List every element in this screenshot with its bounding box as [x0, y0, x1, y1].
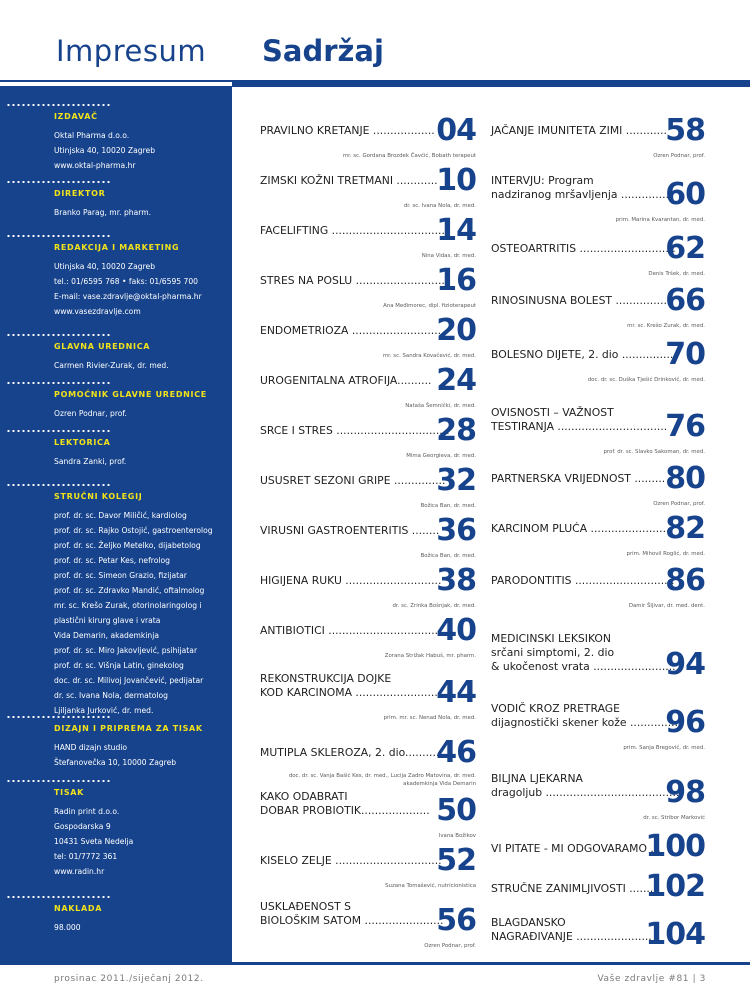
toc-page-number: 86	[665, 563, 705, 598]
toc-title: KAKO ODABRATI DOBAR PROBIOTIK....................	[260, 790, 430, 817]
toc-author: doc. dr. sc. Vanja Bašić Kes, dr. med., Lucija Zadro Matovina, dr. med. akademkinja Vida Demarin	[288, 773, 476, 787]
sadrzaj-header-rule	[232, 80, 750, 87]
toc-page-number: 28	[436, 413, 476, 448]
impresum-heading: STRUČNI KOLEGIJ	[54, 492, 143, 501]
impresum-line: www.oktal-pharma.hr	[54, 161, 136, 170]
toc-author: prof. dr. sc. Slavko Sakoman, dr. med.	[603, 449, 705, 455]
toc-entry[interactable]	[260, 163, 476, 210]
toc-title: OVISNOSTI – VAŽNOST TESTIRANJA ................................	[491, 406, 668, 433]
impresum-column	[0, 0, 232, 962]
footer-rule	[0, 962, 750, 965]
toc-title: VI PITATE - MI ODGOVARAMO ...	[491, 842, 661, 855]
toc-title: OSTEOARTRITIS ............................	[491, 242, 676, 255]
impresum-line: prof. dr. sc. Višnja Latin, ginekolog	[54, 661, 184, 670]
toc-author: dr. sc. Zrinka Bošnjak, dr. med.	[392, 603, 476, 609]
toc-title: INTERVJU: Program nadziranog mršavljenja ...............	[491, 174, 673, 201]
toc-title: USUSRET SEZONI GRIPE ...............	[260, 474, 446, 487]
toc-author: Mima Georgieva, dr. med.	[406, 453, 476, 459]
impresum-line: plastični kirurg glave i vrata	[54, 616, 161, 625]
toc-entry[interactable]	[491, 231, 705, 278]
dotted-divider	[6, 896, 110, 898]
toc-entry[interactable]	[491, 894, 705, 950]
toc-title: MEDICINSKI LEKSIKON srčani simptomi, 2. dio & ukočenost vrata ..........................	[491, 632, 683, 673]
impresum-line: prof. dr. sc. Zdravko Mandić, oftalmolog	[54, 586, 205, 595]
toc-entry[interactable]	[260, 313, 476, 360]
toc-page-number: 104	[645, 917, 705, 952]
impresum-lines	[54, 454, 230, 469]
dotted-divider	[6, 716, 110, 718]
impresum-line: Carmen Rivier-Zurak, dr. med.	[54, 361, 169, 370]
toc-page-number: 94	[665, 647, 705, 682]
impresum-line: 98.000	[54, 923, 81, 932]
dotted-divider	[6, 235, 110, 237]
toc-title: STRES NA POSLU ..........................	[260, 274, 445, 287]
toc-page-number: 16	[436, 263, 476, 298]
toc-author: dr. sc. Stribor Marković	[643, 815, 705, 821]
impresum-line: tel: 01/7772 361	[54, 852, 118, 861]
toc-entry[interactable]	[260, 563, 476, 610]
impresum-line: Branko Parag, mr. pharm.	[54, 208, 152, 217]
toc-page-number: 10	[436, 163, 476, 198]
impresum-lines	[54, 406, 230, 421]
impresum-lines	[54, 358, 230, 373]
toc-page-number: 40	[436, 613, 476, 648]
toc-entry[interactable]	[260, 113, 476, 160]
impresum-lines	[54, 804, 230, 879]
impresum-heading: DIREKTOR	[54, 189, 106, 198]
toc-author: Zorana Strižak Habuš, mr. pharm.	[384, 653, 476, 659]
toc-author: mr. sc. Sandra Kovačević, dr. med.	[382, 353, 476, 359]
toc-title: BILJNA LJEKARNA dragoljub .......................................	[491, 772, 680, 799]
impresum-lines	[54, 740, 230, 770]
impresum-line: Radin print d.o.o.	[54, 807, 120, 816]
toc-entry[interactable]	[260, 513, 476, 560]
toc-page-number: 32	[436, 463, 476, 498]
impresum-lines	[54, 920, 230, 935]
dotted-divider	[6, 484, 110, 486]
toc-page-number: 80	[665, 461, 705, 496]
toc-entry[interactable]	[260, 363, 476, 410]
toc-title: VIRUSNI GASTROENTERITIS ........	[260, 524, 440, 537]
toc-author: Denis Tršek, dr. med.	[648, 271, 705, 277]
toc-entry[interactable]	[260, 413, 476, 460]
toc-title: RINOSINUSNA BOLEST ...............	[491, 294, 667, 307]
toc-entry[interactable]	[491, 820, 705, 862]
toc-author: Nina Vidas, dr. med.	[421, 253, 476, 259]
toc-author: mr. sc. Gordana Brozdek Čavčić, Bobath terapeut	[342, 153, 476, 159]
impresum-heading: LEKTORICA	[54, 438, 111, 447]
toc-page-number: 36	[436, 513, 476, 548]
toc-page-number: 100	[645, 829, 705, 864]
impresum-line: HAND dizajn studio	[54, 743, 128, 752]
impresum-line: www.radin.hr	[54, 867, 105, 876]
impresum-heading: POMOĆNIK GLAVNE UREDNICE	[54, 390, 207, 399]
toc-entry[interactable]	[491, 766, 705, 822]
toc-page-number: 82	[665, 511, 705, 546]
impresum-heading: REDAKCIJA I MARKETING	[54, 243, 180, 252]
toc-entry[interactable]	[491, 283, 705, 330]
toc-page-number: 96	[665, 705, 705, 740]
impresum-line: doc. dr. sc. Milivoj Jovančević, pedijatar	[54, 676, 204, 685]
impresum-line: Utinjska 40, 10020 Zagreb	[54, 146, 156, 155]
toc-title: STRUČNE ZANIMLJIVOSTI .......	[491, 882, 654, 895]
toc-entry[interactable]	[260, 613, 476, 660]
impresum-line: Ozren Podnar, prof.	[54, 409, 127, 418]
dotted-divider	[6, 104, 110, 106]
toc-title: BLAGDANSKO NAGRAĐIVANJE ......................	[491, 916, 652, 943]
toc-title: MUTIPLA SKLEROZA, 2. dio..........	[260, 746, 440, 759]
impresum-line: Oktal Pharma d.o.o.	[54, 131, 130, 140]
toc-title: SRCE I STRES .................................	[260, 424, 450, 437]
toc-page-number: 62	[665, 231, 705, 266]
toc-title: USKLAĐENOST S BIOLOŠKIM SATOM .......................	[260, 900, 444, 927]
toc-title: HIGIJENA RUKU ............................	[260, 574, 442, 587]
toc-author: doc. dr. sc. Duška Tješić Drinković, dr. med.	[587, 377, 705, 383]
impresum-line: prof. dr. sc. Željko Metelko, dijabetolog	[54, 541, 201, 550]
toc-title: PRAVILNO KRETANJE ..................	[260, 124, 435, 137]
toc-author: Damir Šljivar, dr. med. dent.	[628, 603, 705, 609]
impresum-title: Impresum	[56, 34, 207, 68]
impresum-lines	[54, 508, 230, 718]
dotted-divider	[6, 334, 110, 336]
toc-entry[interactable]	[491, 461, 705, 508]
toc-page-number: 24	[436, 363, 476, 398]
toc-entry[interactable]	[491, 610, 705, 680]
impresum-line: prof. dr. sc. Simeon Grazio, fizijatar	[54, 571, 187, 580]
dotted-divider	[6, 430, 110, 432]
toc-page-number: 66	[665, 283, 705, 318]
toc-entry[interactable]	[491, 563, 705, 610]
impresum-lines	[54, 128, 230, 173]
toc-author: mr. sc. Krešo Zurak, dr. med.	[627, 323, 705, 329]
toc-title: PARTNERSKA VRIJEDNOST .........	[491, 472, 666, 485]
toc-title: BOLESNO DIJETE, 2. dio ...............	[491, 348, 674, 361]
impresum-title-band	[0, 0, 232, 86]
toc-page-number: 46	[436, 735, 476, 770]
toc-page-number: 44	[436, 675, 476, 710]
toc-title: KARCINOM PLUĆA .......................	[491, 522, 670, 535]
impresum-heading: IZDAVAČ	[54, 112, 98, 121]
toc-author: Suzana Tomašević, nutricionistica	[385, 883, 476, 889]
toc-author: Ozren Podnar, prof.	[424, 943, 476, 949]
impresum-heading: GLAVNA UREDNICA	[54, 342, 151, 351]
toc-entry[interactable]	[491, 337, 705, 384]
toc-entry[interactable]	[260, 843, 476, 890]
toc-author: Ozren Podnar, prof.	[653, 501, 705, 507]
impresum-line: mr. sc. Krešo Zurak, otorinolaringolog i	[54, 601, 202, 610]
toc-page-number: 20	[436, 313, 476, 348]
toc-entry[interactable]	[260, 463, 476, 510]
toc-author: Nataša Šemnički, dr. med.	[405, 403, 476, 409]
toc-title: ANTIBIOTICI ....................................	[260, 624, 452, 637]
impresum-divider	[0, 80, 232, 82]
impresum-line: Utinjska 40, 10020 Zagreb	[54, 262, 156, 271]
toc-entry[interactable]	[260, 263, 476, 310]
toc-author: prim. mr. sc. Nenad Nola, dr. med.	[383, 715, 476, 721]
impresum-line: prof. dr. sc. Petar Kes, nefrolog	[54, 556, 170, 565]
toc-entry[interactable]	[491, 113, 705, 160]
toc-author: Ozren Podnar, prof.	[653, 153, 705, 159]
impresum-line: prof. dr. sc. Davor Miličić, kardiolog	[54, 511, 187, 520]
toc-author: Ana Međimorec, dipl. fizioterapeut	[383, 303, 476, 309]
toc-page-number: 76	[665, 409, 705, 444]
toc-entry[interactable]	[491, 400, 705, 456]
impresum-heading: DIZAJN I PRIPREMA ZA TISAK	[54, 724, 203, 733]
toc-entry[interactable]	[260, 666, 476, 722]
toc-author: Božica Ban, dr. med.	[420, 553, 476, 559]
toc-title: FACELIFTING ..................................	[260, 224, 449, 237]
toc-entry[interactable]	[491, 168, 705, 224]
toc-author: prim. Marina Kvarantan, dr. med.	[615, 217, 705, 223]
impresum-line: E-mail: vase.zdravlje@oktal-pharma.hr	[54, 292, 202, 301]
impresum-line: tel.: 01/6595 768 • faks: 01/6595 700	[54, 277, 199, 286]
impresum-line: prof. dr. sc. Miro Jakovljević, psihijatar	[54, 646, 198, 655]
toc-author: Ivana Božikov	[438, 833, 476, 839]
impresum-line: Gospodarska 9	[54, 822, 111, 831]
toc-author: prim. Mihovil Roglić, dr. med.	[626, 551, 705, 557]
toc-page-number: 56	[436, 903, 476, 938]
toc-title: ENDOMETRIOZA ...........................	[260, 324, 445, 337]
toc-entry[interactable]	[260, 784, 476, 840]
toc-page-number: 50	[436, 793, 476, 828]
toc-page-number: 38	[436, 563, 476, 598]
toc-entry[interactable]	[491, 696, 705, 752]
impresum-lines	[54, 259, 230, 319]
toc-title: REKONSTRUKCIJA DOJKE KOD KARCINOMA ........................	[260, 672, 438, 699]
impresum-lines	[54, 205, 230, 220]
toc-title: JAČANJE IMUNITETA ZIMI ............	[491, 124, 667, 137]
toc-title: ZIMSKI KOŽNI TRETMANI ............	[260, 174, 438, 187]
impresum-heading: NAKLADA	[54, 904, 103, 913]
dotted-divider	[6, 181, 110, 183]
page-folio: Vaše zdravlje #81 | 3	[597, 974, 706, 984]
toc-entry[interactable]	[260, 735, 476, 787]
toc-page-number: 14	[436, 213, 476, 248]
dotted-divider	[6, 780, 110, 782]
toc-author: Božica Ban, dr. med.	[420, 503, 476, 509]
toc-entry[interactable]	[260, 213, 476, 260]
toc-author: dr. sc. Ivana Nola, dr. med.	[403, 203, 476, 209]
toc-page-number: 04	[436, 113, 476, 148]
impresum-line: 10431 Sveta Nedelja	[54, 837, 134, 846]
toc-page-number: 70	[665, 337, 705, 372]
toc-title: KISELO ZELJE ...............................	[260, 854, 442, 867]
dotted-divider	[6, 382, 110, 384]
impresum-heading: TISAK	[54, 788, 85, 797]
toc-title: PARODONTITIS .............................	[491, 574, 675, 587]
impresum-line: Sandra Zanki, prof.	[54, 457, 127, 466]
toc-page-number: 98	[665, 775, 705, 810]
toc-title: VODIČ KROZ PRETRAGE dijagnostički skener kože ..............	[491, 702, 679, 729]
toc-title: UROGENITALNA ATROFIJA..........	[260, 374, 432, 387]
impresum-line: Vida Demarin, akademkinja	[54, 631, 160, 640]
toc-page-number: 52	[436, 843, 476, 878]
sadrzaj-title: Sadržaj	[262, 34, 384, 68]
impresum-line: Ljiljanka Jurković, dr. med.	[54, 706, 154, 715]
toc-page-number: 102	[645, 869, 705, 904]
toc-author: prim. Sanja Bregović, dr. med.	[623, 745, 705, 751]
toc-page-number: 60	[665, 177, 705, 212]
impresum-line: Štefanovečka 10, 10000 Zagreb	[54, 758, 177, 767]
impresum-line: dr. sc. Ivana Nola, dermatolog	[54, 691, 168, 700]
impresum-line: www.vasezdravlje.com	[54, 307, 141, 316]
impresum-line: prof. dr. sc. Rajko Ostojić, gastroenterolog	[54, 526, 213, 535]
toc-page-number: 58	[665, 113, 705, 148]
toc-entry[interactable]	[491, 511, 705, 558]
issue-date: prosinac 2011./siječanj 2012.	[54, 974, 204, 984]
toc-entry[interactable]	[260, 894, 476, 950]
